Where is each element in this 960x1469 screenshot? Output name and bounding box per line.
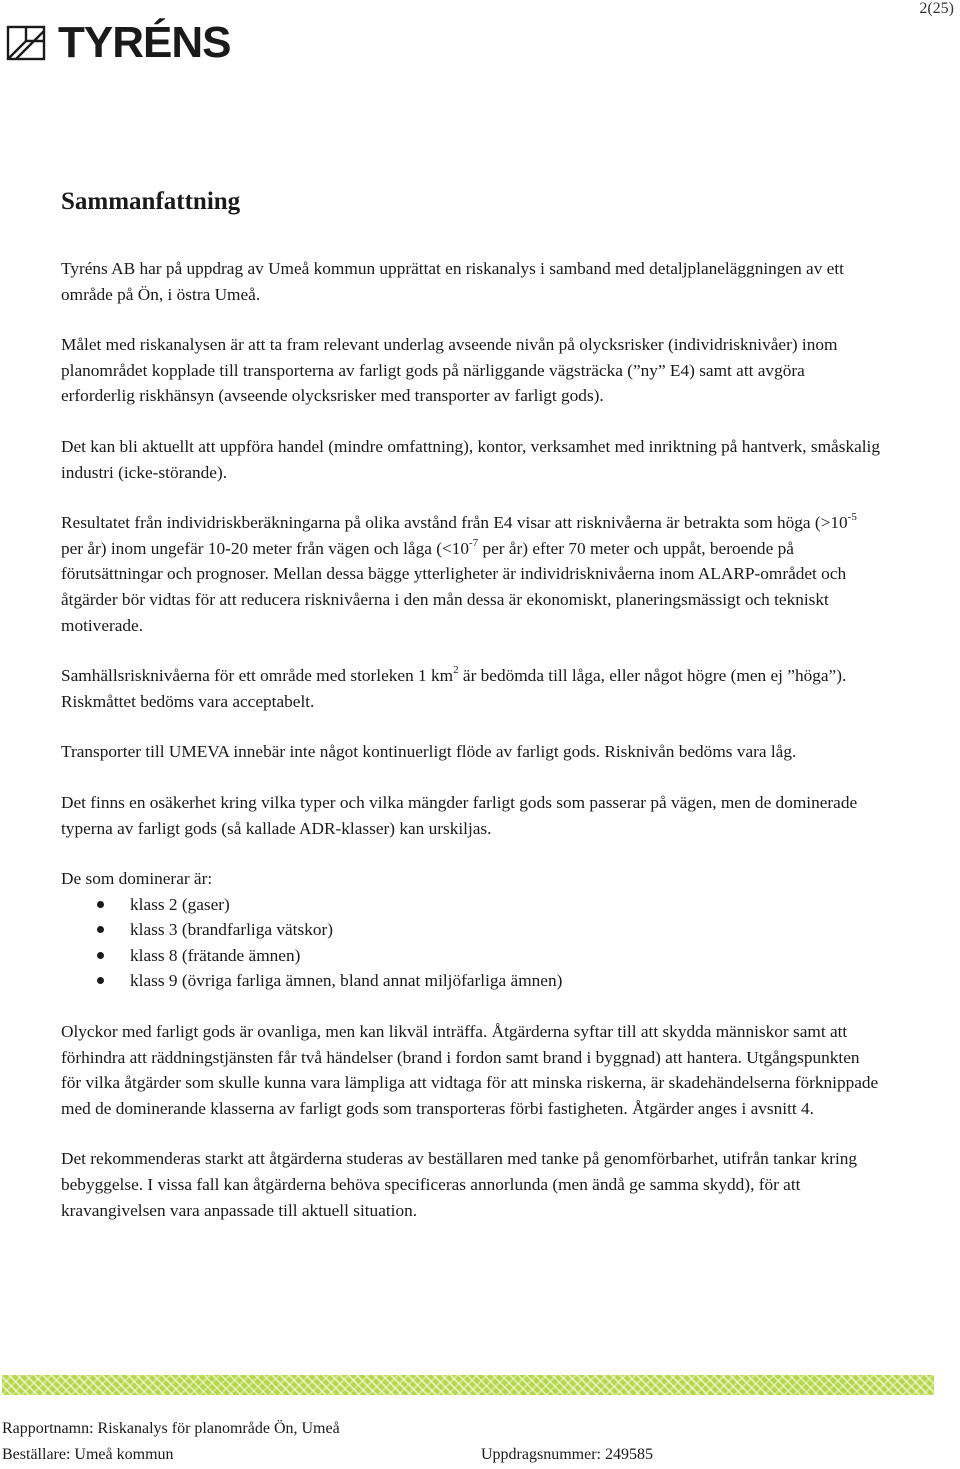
text-segment: per år) efter 70 meter och uppåt, beroende på förutsättningar och prognoser. Mellan dessa bägge ytterligheter är individrisknivåerna inom ALARP-området och åtgärder bör vidtas för att reducera risknivåerna i den mån dessa är ekonomiskt, planeringsmässigt och tekniskt motiverade. bbox=[61, 538, 847, 635]
list-item bbox=[61, 968, 881, 994]
paragraph-intro: Tyréns AB har på uppdrag av Umeå kommun upprättat en riskanalys i samband med detaljplaneläggningen av ett område på Ön, i östra Umeå. bbox=[61, 259, 844, 304]
document-body bbox=[61, 184, 881, 1248]
text-segment: per år) inom ungefär 10-20 meter från vägen och låga (<10 bbox=[61, 538, 469, 558]
page-number: 2(25) bbox=[919, 0, 954, 17]
bullet-icon bbox=[97, 926, 104, 933]
list-item bbox=[61, 917, 881, 943]
text-segment: Resultatet från individriskberäkningarna på olika avstånd från E4 visar att risknivåerna är betrakta som höga (>10 bbox=[61, 513, 848, 533]
adr-class-list bbox=[61, 892, 881, 994]
footer-client: Beställare: Umeå kommun bbox=[2, 1446, 174, 1463]
list-item-text: klass 8 (frätande ämnen) bbox=[130, 945, 301, 965]
company-logo bbox=[6, 18, 231, 67]
exponent: 2 bbox=[453, 664, 459, 677]
bullet-icon bbox=[97, 952, 104, 959]
exponent: -7 bbox=[469, 536, 479, 549]
paragraph-individual-risk bbox=[61, 510, 881, 638]
paragraph-recommendation: Det rekommenderas starkt att åtgärderna studeras av beställaren med tanke på genomförbarhet, utifrån tankar kring bebyggelse. I vissa fall kan åtgärderna behöva specificeras annorlunda (men ändå ge samma skydd), för att kravangivelsen vara anpassade till aktuell situation. bbox=[61, 1149, 858, 1220]
paragraph-purpose: Målet med riskanalysen är att ta fram relevant underlag avseende nivån på olycksrisker (individrisknivåer) inom planområdet kopplade till transporterna av farligt gods på närliggande vägsträcka (”ny” E4) samt att avgöra erforderlig riskhänsyn (avseende olycksrisker med transporter av farligt gods). bbox=[61, 335, 838, 406]
paragraph-dominating-intro: De som dominerar är: bbox=[61, 869, 213, 889]
paragraph-uncertainty: Det finns en osäkerhet kring vilka typer och vilka mängder farligt gods som passerar på vägen, men de dominerade typerna av farligt gods (så kallade ADR-klasser) kan urskiljas. bbox=[61, 792, 858, 838]
tyrens-logo-icon bbox=[6, 23, 48, 63]
paragraph-land-use: Det kan bli aktuellt att uppföra handel (mindre omfattning), kontor, verksamhet med inriktning på hantverk, småskalig industri (icke-störande). bbox=[61, 436, 880, 482]
footer-order-number: Uppdragsnummer: 249585 bbox=[481, 1446, 653, 1463]
list-item-text: klass 3 (brandfarliga vätskor) bbox=[130, 920, 333, 940]
list-item-text: klass 9 (övriga farliga ämnen, bland annat miljöfarliga ämnen) bbox=[130, 971, 563, 991]
logo-text: TYRÉNS bbox=[58, 18, 231, 67]
exponent: -5 bbox=[847, 511, 857, 524]
list-item bbox=[61, 943, 881, 969]
bullet-icon bbox=[97, 977, 104, 984]
paragraph-measures: Olyckor med farligt gods är ovanliga, men kan likväl inträffa. Åtgärderna syftar till att skydda människor samt att förhindra att räddningstjänsten får två händelser (brand i fordon samt brand i byggnad) att hantera. Utgångspunkten för vilka åtgärder som skulle kunna vara lämpliga att vidtaga för att minska riskerna, är skadehändelserna förknippade med de dominerande klasserna av farligt gods som transporteras förbi fastigheten. Åtgärder anges i avsnitt 4. bbox=[61, 1022, 879, 1118]
footer-report-name: Rapportnamn: Riskanalys för planområde Ön, Umeå bbox=[2, 1420, 340, 1437]
text-segment: är bedömda till låga, eller något högre (men ej ”höga”). Riskmåttet bedöms vara acceptabelt. bbox=[61, 666, 847, 711]
paragraph-umeva: Transporter till UMEVA innebär inte något kontinuerligt flöde av farligt gods. Risknivån bedöms vara låg. bbox=[61, 742, 797, 762]
page-title: Sammanfattning bbox=[61, 188, 241, 215]
text-segment: Samhällsrisknivåerna för ett område med storleken 1 km bbox=[61, 666, 454, 686]
list-item-text: klass 2 (gaser) bbox=[130, 894, 230, 914]
list-item bbox=[61, 892, 881, 918]
paragraph-societal-risk bbox=[61, 663, 881, 714]
footer-stripe bbox=[2, 1375, 934, 1395]
bullet-icon bbox=[97, 901, 104, 908]
